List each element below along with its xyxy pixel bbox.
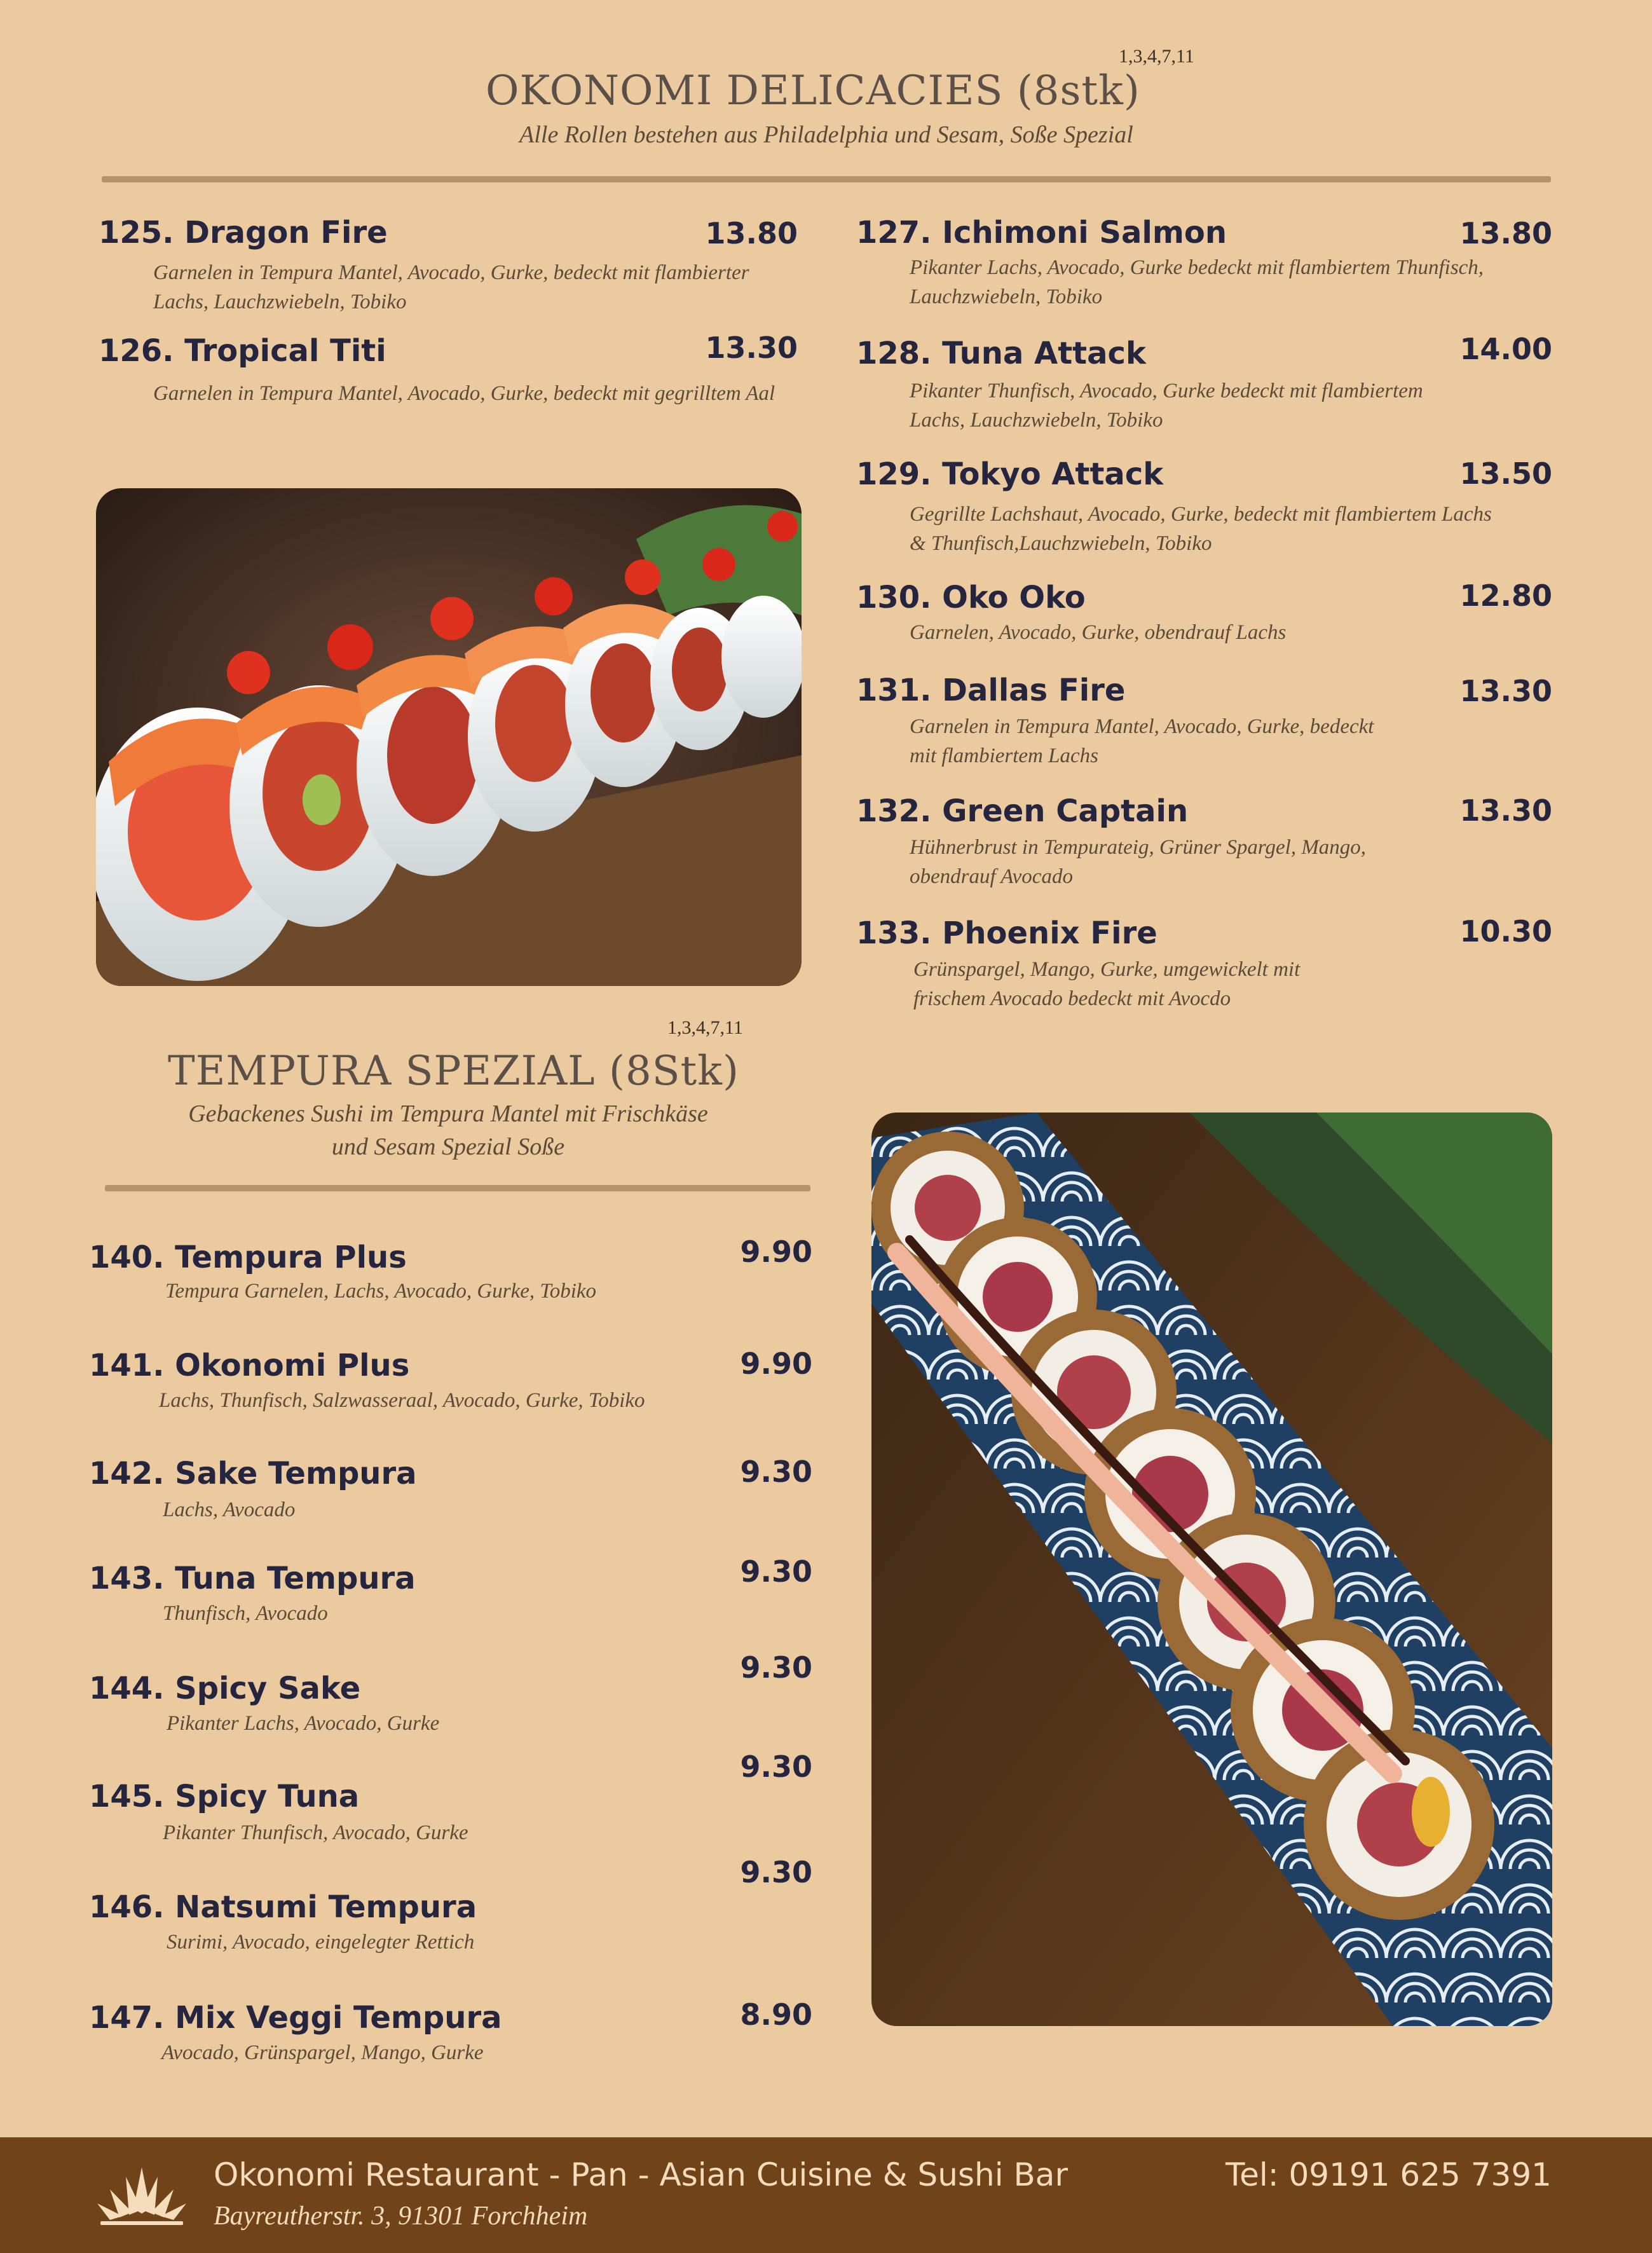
tempura-divider xyxy=(105,1185,810,1191)
item-price: 9.30 xyxy=(740,1554,812,1589)
item-price: 10.30 xyxy=(1459,914,1552,948)
okonomi-subtitle: Alle Rollen bestehen aus Philadelphia und Sesam, Soße Spezial xyxy=(519,121,1133,148)
okonomi-section-title: OKONOMI DELICACIES (8stk) xyxy=(486,67,1140,114)
item-name: 130. Oko Oko xyxy=(856,580,1086,615)
item-price: 13.30 xyxy=(1459,674,1552,708)
item-price: 14.00 xyxy=(1459,332,1552,366)
item-name: 126. Tropical Titi xyxy=(99,333,386,369)
item-name: 131. Dallas Fire xyxy=(856,673,1126,708)
item-description: Avocado, Grünspargel, Mango, Gurke xyxy=(161,2041,484,2064)
item-description: Tempura Garnelen, Lachs, Avocado, Gurke, Tobiko xyxy=(165,1280,597,1303)
phone-number[interactable]: Tel: 09191 625 7391 xyxy=(1225,2156,1552,2193)
item-name: 140. Tempura Plus xyxy=(89,1240,407,1275)
item-price: 13.80 xyxy=(705,216,798,250)
item-description: Lachs, Thunfisch, Salzwasseraal, Avocado, Gurke, Tobiko xyxy=(159,1389,645,1412)
tempura-subtitle-line-1: Gebackenes Sushi im Tempura Mantel mit Frischkäse xyxy=(188,1100,708,1127)
menu-item xyxy=(89,1650,814,1747)
okonomi-divider xyxy=(102,176,1551,182)
item-description: Garnelen in Tempura Mantel, Avocado, Gurke, bedeckt mit flambierter Lachs, Lauchzwiebeln, Tobiko xyxy=(153,261,749,313)
item-name: 143. Tuna Tempura xyxy=(89,1561,416,1596)
sushi-roll-photo xyxy=(96,488,802,986)
item-description: Pikanter Thunfisch, Avocado, Gurke xyxy=(163,1821,468,1844)
menu-item xyxy=(99,215,798,329)
item-description: Lachs, Avocado xyxy=(163,1498,296,1521)
item-name: 129. Tokyo Attack xyxy=(856,456,1164,492)
item-name: 145. Spicy Tuna xyxy=(89,1779,360,1814)
menu-item xyxy=(99,333,798,448)
menu-item xyxy=(856,915,1552,1017)
item-name: 125. Dragon Fire xyxy=(99,215,388,250)
menu-item xyxy=(89,1855,814,1966)
item-price: 13.50 xyxy=(1459,456,1552,491)
item-price: 9.30 xyxy=(740,1455,812,1489)
restaurant-name: Okonomi Restaurant - Pan - Asian Cuisine & Sushi Bar xyxy=(214,2156,1068,2193)
item-name: 141. Okonomi Plus xyxy=(89,1348,410,1383)
item-price: 9.90 xyxy=(740,1235,812,1269)
item-name: 128. Tuna Attack xyxy=(856,336,1146,371)
item-price: 13.80 xyxy=(1459,216,1552,250)
lotus-logo-icon xyxy=(94,2164,189,2228)
item-description: Garnelen in Tempura Mantel, Avocado, Gurke, bedeckt mit flambiertem Lachs xyxy=(910,715,1374,767)
menu-item xyxy=(856,332,1552,437)
menu-item xyxy=(856,580,1552,650)
okonomi-allergens: 1,3,4,7,11 xyxy=(1119,46,1194,67)
tempura-section-title: TEMPURA SPEZIAL (8Stk) xyxy=(168,1048,739,1095)
tempura-subtitle-line-2: und Sesam Spezial Soße xyxy=(331,1133,565,1160)
item-price: 12.80 xyxy=(1459,579,1552,613)
menu-item xyxy=(89,1554,814,1637)
menu-item xyxy=(856,673,1552,774)
item-name: 146. Natsumi Tempura xyxy=(89,1889,477,1925)
item-name: 147. Mix Veggi Tempura xyxy=(89,2000,502,2036)
tempura-subtitle xyxy=(102,1097,795,1163)
item-price: 13.30 xyxy=(705,331,798,365)
menu-item xyxy=(89,1235,814,1316)
item-description: Pikanter Lachs, Avocado, Gurke xyxy=(167,1712,440,1735)
item-description: Thunfisch, Avocado xyxy=(163,1602,328,1625)
item-description: Hühnerbrust in Tempurateig, Grüner Spargel, Mango, obendrauf Avocado xyxy=(910,836,1367,888)
item-name: 144. Spicy Sake xyxy=(89,1671,361,1706)
menu-item xyxy=(89,1750,814,1855)
item-description: Grünspargel, Mango, Gurke, umgewickelt mit frischem Avocado bedeckt mit Avocdo xyxy=(913,958,1300,1010)
item-price: 8.90 xyxy=(740,1997,812,2032)
item-description: Garnelen, Avocado, Gurke, obendrauf Lachs xyxy=(910,621,1287,644)
item-description: Garnelen in Tempura Mantel, Avocado, Gurke, bedeckt mit gegrilltem Aal xyxy=(153,382,775,405)
item-price: 9.90 xyxy=(740,1346,812,1381)
item-name: 142. Sake Tempura xyxy=(89,1456,417,1491)
menu-item xyxy=(856,215,1552,317)
item-price: 9.30 xyxy=(740,1855,812,1889)
tempura-allergens: 1,3,4,7,11 xyxy=(667,1017,743,1038)
menu-item xyxy=(89,1456,814,1532)
tempura-roll-photo xyxy=(871,1113,1552,2026)
menu-item xyxy=(856,456,1552,558)
item-description: Gegrillte Lachshaut, Avocado, Gurke, bedeckt mit flambiertem Lachs & Thunfisch,Lauchzwiebeln, Tobiko xyxy=(910,503,1492,555)
item-description: Pikanter Thunfisch, Avocado, Gurke bedeckt mit flambiertem Lachs, Lauchzwiebeln, Tobiko xyxy=(910,380,1423,432)
item-description: Surimi, Avocado, eingelegter Rettich xyxy=(167,1931,475,1954)
item-price: 9.30 xyxy=(740,1750,812,1784)
item-price: 9.30 xyxy=(740,1650,812,1685)
menu-item xyxy=(89,1348,814,1424)
menu-item xyxy=(856,793,1552,895)
menu-item xyxy=(89,1997,814,2076)
item-description: Pikanter Lachs, Avocado, Gurke bedeckt mit flambiertem Thunfisch, Lauchzwiebeln, Tobiko xyxy=(910,256,1484,308)
item-name: 133. Phoenix Fire xyxy=(856,915,1157,951)
footer-bar xyxy=(0,2137,1652,2253)
restaurant-address: Bayreutherstr. 3, 91301 Forchheim xyxy=(214,2202,588,2231)
item-name: 127. Ichimoni Salmon xyxy=(856,215,1227,250)
item-name: 132. Green Captain xyxy=(856,793,1189,829)
item-price: 13.30 xyxy=(1459,793,1552,828)
